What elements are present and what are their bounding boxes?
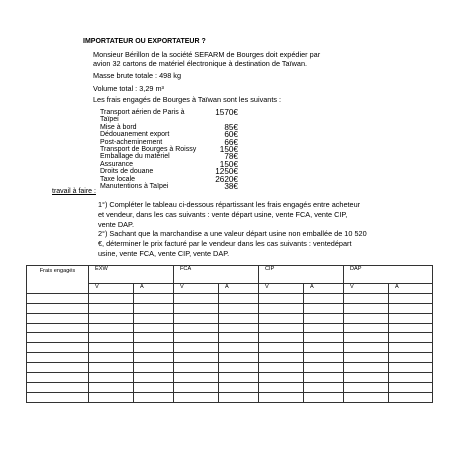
amount-cell[interactable] [389,373,433,383]
amount-cell[interactable] [389,313,433,323]
cost-label: Dédouanement export [100,131,170,139]
amount-cell[interactable] [259,303,304,313]
travail-heading [52,188,96,195]
amount-cell[interactable] [174,323,219,333]
amount-cell[interactable] [89,303,134,313]
page-title: IMPORTATEUR OU EXPORTATEUR ? [83,38,206,45]
amount-cell[interactable] [259,363,304,373]
table-row [27,373,433,383]
amount-cell[interactable] [174,303,219,313]
table-row [27,333,433,343]
cost-row [100,146,238,153]
question-1: 1°) Compléter le tableau ci-dessous répartissant les frais engagés entre acheteur et vendeur, dans les cas suivants : vente départ usine, vente FCA, vente CIP, vente DAP. [98,200,361,229]
amount-cell[interactable] [174,363,219,373]
amount-cell[interactable] [89,343,134,353]
cost-row [100,124,238,131]
amount-cell[interactable] [389,392,433,402]
amount-cell[interactable] [259,353,304,363]
table-row [27,303,433,313]
amount-cell[interactable] [89,373,134,383]
amount-cell[interactable] [219,392,259,402]
amount-cell[interactable] [174,293,219,303]
travail-label: travail à faire : [52,188,96,195]
cost-value: 1570€ [215,108,238,117]
amount-cell[interactable] [389,363,433,373]
amount-cell[interactable] [219,293,259,303]
amount-cell[interactable] [304,333,344,343]
amount-cell[interactable] [219,333,259,343]
amount-cell[interactable] [134,313,174,323]
sub-header: V [344,284,389,294]
table-row [27,363,433,373]
cost-value: 1250€ [215,167,238,177]
amount-cell[interactable] [134,343,174,353]
masse-brute: Masse brute totale : 498 kg [93,71,182,80]
amount-cell[interactable] [304,293,344,303]
amount-cell[interactable] [89,353,134,363]
amount-cell[interactable] [134,353,174,363]
intro-paragraph [93,50,320,68]
amount-cell[interactable] [304,323,344,333]
amount-cell[interactable] [344,353,389,363]
amount-cell[interactable] [134,303,174,313]
cost-label: Emballage du matériel [100,153,170,161]
amount-cell[interactable] [134,333,174,343]
cost-value: 38€ [224,182,238,192]
amount-cell[interactable] [344,293,389,303]
table-row [27,323,433,333]
amount-cell[interactable] [389,382,433,392]
amount-cell[interactable] [89,363,134,373]
sub-header: A [304,284,344,294]
question-2: 2°) Sachant que la marchandise a une valeur départ usine non emballée de 10 520 €, déterminer le prix facturé par le vendeur dans les cas suivants : ventedépart usine, vente FCA, vente CIP, vente DAP. [98,229,367,258]
group-header: DAP [344,266,433,284]
frais-cell[interactable] [27,382,89,392]
cost-value: 150€ [219,145,238,155]
table-row [27,293,433,303]
cost-label: Droits de douane [100,168,154,176]
cost-row [100,139,238,146]
amount-cell[interactable] [259,343,304,353]
cost-label: Transport aérien de Paris à Taïpei [100,109,185,124]
cost-row [100,109,238,124]
amount-cell[interactable] [259,313,304,323]
cost-list [100,109,238,190]
frais-cell[interactable] [27,293,89,303]
cost-label: Assurance [100,160,134,168]
sub-header: A [219,284,259,294]
amount-cell[interactable] [344,303,389,313]
amount-cell[interactable] [134,363,174,373]
amount-cell[interactable] [344,333,389,343]
amount-cell[interactable] [389,323,433,333]
amount-cell[interactable] [89,293,134,303]
cost-value: 66€ [224,137,238,147]
amount-cell[interactable] [389,343,433,353]
amount-cell[interactable] [219,313,259,323]
amount-cell[interactable] [344,392,389,402]
amount-cell[interactable] [134,392,174,402]
frais-cell[interactable] [27,313,89,323]
table-row [27,313,433,323]
sub-header: A [389,284,433,294]
amount-cell[interactable] [389,333,433,343]
amount-cell[interactable] [174,313,219,323]
amount-cell[interactable] [304,392,344,402]
cost-value: 60€ [224,130,238,140]
amount-cell[interactable] [174,333,219,343]
amount-cell[interactable] [344,382,389,392]
amount-cell[interactable] [389,293,433,303]
amount-cell[interactable] [259,392,304,402]
group-header: CIP [259,266,344,284]
table-row [27,392,433,402]
group-header: EXW [89,266,174,284]
frais-cell[interactable] [27,392,89,402]
sub-header: V [174,284,219,294]
amount-cell[interactable] [89,313,134,323]
amount-cell[interactable] [259,293,304,303]
amount-cell[interactable] [304,313,344,323]
amount-cell[interactable] [389,353,433,363]
table-row [27,382,433,392]
amount-cell[interactable] [344,363,389,373]
cost-label: Post-acheminement [100,138,163,146]
cost-row [100,183,238,190]
sub-header: A [134,284,174,294]
amount-cell[interactable] [304,382,344,392]
amount-cell[interactable] [259,333,304,343]
table-row [27,353,433,363]
frais-cell[interactable] [27,363,89,373]
frais-cell[interactable] [27,323,89,333]
amount-cell[interactable] [134,293,174,303]
frais-cell[interactable] [27,333,89,343]
intro-line: Monsieur Bérillon de la société SEFARM de Bourges doit expédier par [93,50,321,59]
amount-cell[interactable] [219,303,259,313]
intro-line: avion 32 cartons de matériel électronique à destination de Taïwan. [93,59,308,68]
amount-cell[interactable] [174,343,219,353]
sub-header: V [259,284,304,294]
frais-header: Frais engagés [27,266,89,294]
amount-cell[interactable] [219,353,259,363]
cost-label: Manutentions à Taïpei [100,183,169,191]
amount-cell[interactable] [344,343,389,353]
amount-cell[interactable] [344,373,389,383]
amount-cell[interactable] [134,323,174,333]
cost-row [100,131,238,138]
amount-cell[interactable] [174,353,219,363]
cost-label: Taxe locale [100,175,136,183]
amount-cell[interactable] [389,303,433,313]
frais-intro: Les frais engagés de Bourges à Taïwan sont les suivants : [93,95,282,104]
frais-cell[interactable] [27,303,89,313]
amount-cell[interactable] [174,373,219,383]
amount-cell[interactable] [134,373,174,383]
amount-cell[interactable] [219,343,259,353]
amount-cell[interactable] [219,323,259,333]
volume-total: Volume total : 3,29 m³ [93,84,164,93]
amount-cell[interactable] [174,392,219,402]
cost-label: Transport de Bourges à Roissy [100,146,197,154]
frais-cell[interactable] [27,343,89,353]
amount-cell[interactable] [89,323,134,333]
amount-cell[interactable] [219,373,259,383]
cost-value: 150€ [219,159,238,169]
amount-cell[interactable] [89,333,134,343]
cost-value: 78€ [224,152,238,162]
amount-cell[interactable] [259,323,304,333]
table-row [27,343,433,353]
amount-cell[interactable] [89,392,134,402]
frais-table [26,265,433,403]
table-header-row [27,266,433,284]
amount-cell[interactable] [259,382,304,392]
frais-cell[interactable] [27,353,89,363]
group-header: FCA [174,266,259,284]
cost-label: Mise à bord [100,123,137,131]
amount-cell[interactable] [219,363,259,373]
cost-row [100,176,238,183]
amount-cell[interactable] [89,382,134,392]
frais-cell[interactable] [27,373,89,383]
cost-value: 85€ [224,122,238,132]
cost-row [100,153,238,160]
amount-cell[interactable] [304,373,344,383]
amount-cell[interactable] [174,382,219,392]
amount-cell[interactable] [304,353,344,363]
amount-cell[interactable] [259,373,304,383]
cost-value: 2620€ [215,174,238,184]
amount-cell[interactable] [344,313,389,323]
amount-cell[interactable] [304,343,344,353]
amount-cell[interactable] [344,323,389,333]
sub-header: V [89,284,134,294]
amount-cell[interactable] [134,382,174,392]
amount-cell[interactable] [219,382,259,392]
amount-cell[interactable] [304,363,344,373]
amount-cell[interactable] [304,303,344,313]
